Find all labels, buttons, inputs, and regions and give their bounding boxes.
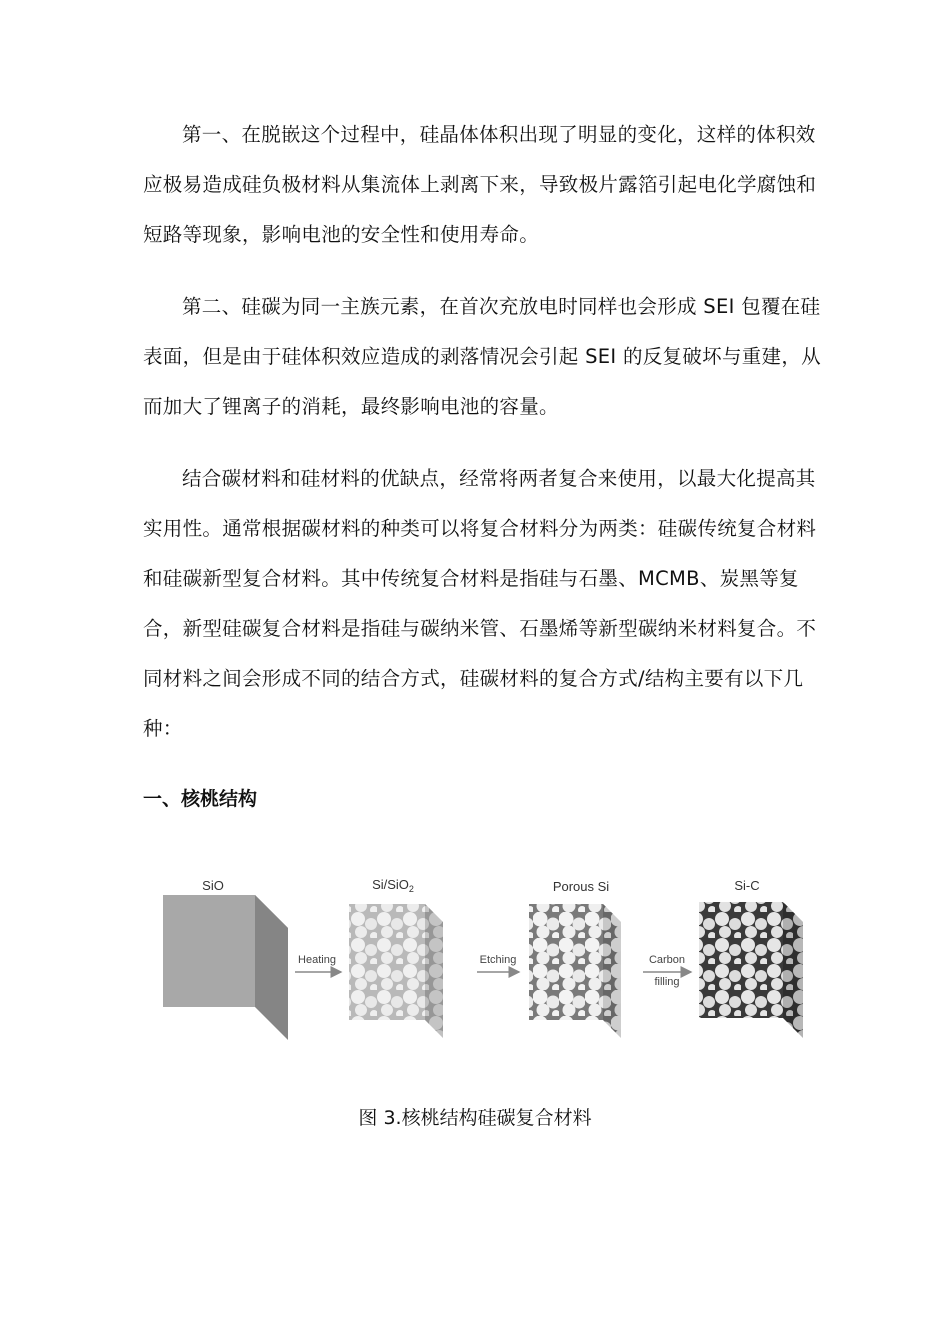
paragraph-3 (143, 454, 817, 754)
stage-si-sio2-cube (349, 904, 443, 1038)
stage-label-sio: SiO (202, 878, 224, 893)
arrow-label-etching: Etching (479, 954, 517, 966)
paragraph-line: 表面，但是由于硅体积效应造成的剥落情况会引起 SEI 的反复破坏与重建，从 (143, 345, 821, 368)
paragraph-line: 第二、硅碳为同一主族元素，在首次充放电时同样也会形成 SEI 包覆在硅 (182, 295, 821, 318)
stage-si-c-cube (699, 902, 803, 1038)
stage-sio-cube (163, 895, 288, 1040)
stage-label-si-c: Si-C (734, 878, 760, 893)
paragraph-line: 同材料之间会形成不同的结合方式，硅碳材料的复合方式/结构主要有以下几 (143, 667, 804, 690)
arrow-label-carbon: Carbon (648, 954, 686, 966)
stage-label-si-sio2: Si/SiO$_2$ (372, 877, 414, 894)
paragraph-line: 实用性。通常根据碳材料的种类可以将复合材料分为两类：硅碳传统复合材料 (143, 517, 817, 540)
paragraph-line: 合，新型硅碳复合材料是指硅与碳纳米管、石墨烯等新型碳纳米材料复合。不 (143, 617, 817, 640)
arrow-label-heating: Heating (298, 954, 336, 966)
arrow-label-filling: filling (654, 976, 680, 988)
walnut-structure-figure (143, 860, 811, 1052)
paragraph-line: 应极易造成硅负极材料从集流体上剥离下来，导致极片露箔引起电化学腐蚀和 (143, 173, 817, 196)
paragraph-line: 种： (143, 717, 183, 740)
stage-label-porous-si: Porous Si (552, 879, 610, 894)
paragraph-line: 结合碳材料和硅材料的优缺点，经常将两者复合来使用，以最大化提高其 (182, 467, 816, 490)
section-heading: 一、核桃结构 (143, 788, 258, 810)
paragraph-line: 和硅碳新型复合材料。其中传统复合材料是指硅与石墨、MCMB、炭黑等复 (143, 567, 799, 590)
stage-porous-si-cube (529, 904, 621, 1038)
paragraph-1 (143, 110, 817, 260)
paragraph-2 (143, 282, 821, 432)
figure-caption: 图 3.核桃结构硅碳复合材料 (358, 1107, 592, 1129)
paragraph-line: 短路等现象，影响电池的安全性和使用寿命。 (143, 223, 540, 246)
paragraph-line: 而加大了锂离子的消耗，最终影响电池的容量。 (143, 395, 559, 418)
paragraph-line: 第一、在脱嵌这个过程中，硅晶体体积出现了明显的变化，这样的体积效 (182, 123, 816, 146)
